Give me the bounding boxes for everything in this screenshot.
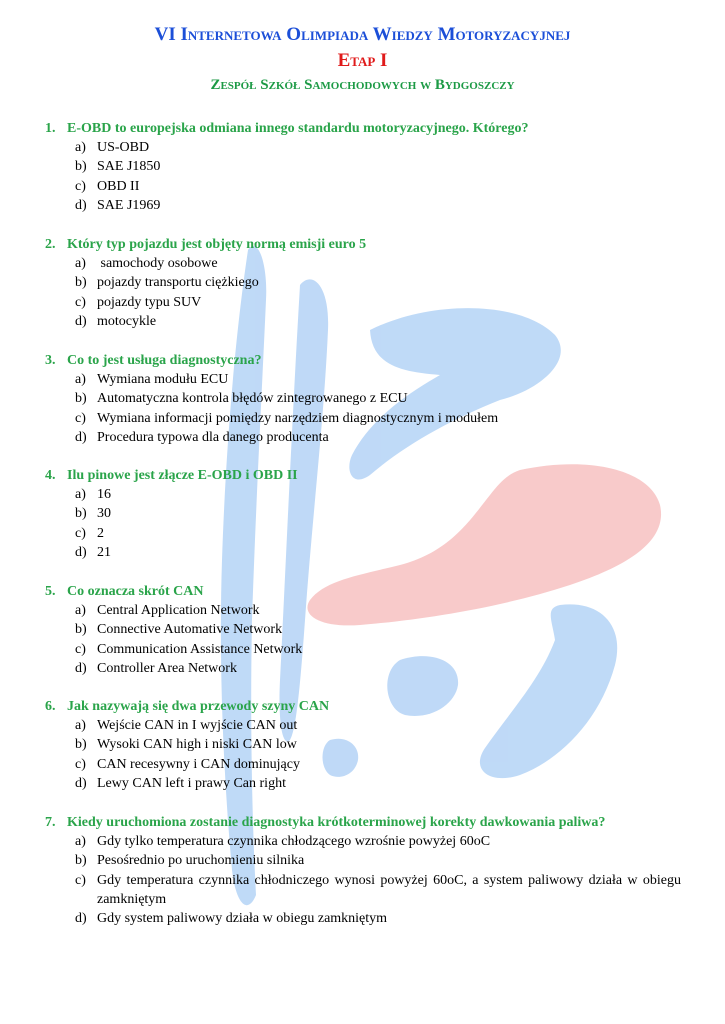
question-number: 1.	[45, 121, 56, 136]
question-text	[45, 235, 695, 254]
answer-option	[45, 409, 695, 428]
option-text: Wymiana informacji pomiędzy narzędziem diagnostycznym i modułem	[97, 410, 499, 426]
question-7	[45, 813, 695, 928]
answer-option	[45, 755, 695, 774]
option-text: Gdy temperatura czynnika chłodniczego wynosi powyżej 60oC, a system paliwowy działa w obiegu zamkniętym	[97, 872, 681, 907]
option-letter: a)	[75, 834, 86, 849]
question-number: 5.	[45, 584, 56, 599]
question-text	[45, 813, 695, 832]
answer-option	[45, 832, 695, 851]
option-text: Automatyczna kontrola błędów zintegrowanego z ECU	[97, 391, 408, 407]
question-label: Co oznacza skrót CAN	[67, 584, 204, 599]
question-number: 2.	[45, 237, 56, 252]
option-letter: b)	[75, 275, 87, 291]
question-text	[45, 697, 695, 716]
option-text: Procedura typowa dla danego producenta	[97, 429, 329, 445]
question-4	[45, 466, 695, 562]
option-letter: d)	[75, 660, 87, 676]
answer-option	[45, 851, 695, 870]
answer-option	[45, 254, 695, 273]
question-text	[45, 119, 695, 138]
question-2	[45, 235, 695, 331]
answer-option	[45, 312, 695, 331]
question-5	[45, 582, 695, 678]
option-letter: c)	[75, 872, 86, 888]
option-text: SAE J1969	[97, 197, 161, 213]
olympiad-title: VI Internetowa Olimpiada Wiedzy Motoryzacyjnej	[154, 24, 571, 45]
option-text: OBD II	[97, 178, 140, 194]
option-text: pojazdy transportu ciężkiego	[97, 275, 259, 291]
option-text: 30	[97, 506, 111, 522]
option-text: Connective Automative Network	[97, 622, 283, 638]
question-number: 4.	[45, 468, 56, 483]
question-6	[45, 697, 695, 793]
answer-option	[45, 485, 695, 504]
answer-option	[45, 370, 695, 389]
question-label: Ilu pinowe jest złącze E-OBD i OBD II	[67, 468, 298, 483]
school-title: Zespół Szkół Samochodowych w Bydgoszczy	[210, 77, 515, 93]
answer-option	[45, 601, 695, 620]
answer-option	[45, 138, 695, 157]
answer-option	[45, 735, 695, 754]
answer-option	[45, 871, 695, 910]
option-text: US-OBD	[97, 140, 150, 155]
question-3	[45, 351, 695, 447]
answer-option	[45, 504, 695, 523]
option-text: Wymiana modułu ECU	[97, 372, 229, 387]
answer-option	[45, 543, 695, 562]
question-label: Kiedy uruchomiona zostanie diagnostyka krótkoterminowej korekty dawkowania paliwa?	[67, 815, 606, 830]
option-letter: c)	[75, 756, 86, 772]
option-text: samochody osobowe	[97, 256, 218, 271]
option-text: CAN recesywny i CAN dominujący	[97, 756, 300, 772]
option-letter: d)	[75, 775, 87, 791]
option-letter: a)	[75, 372, 86, 387]
answer-option	[45, 620, 695, 639]
option-letter: a)	[75, 718, 86, 733]
option-letter: a)	[75, 140, 86, 155]
option-text: motocykle	[97, 313, 157, 329]
answer-option	[45, 524, 695, 543]
answer-option	[45, 774, 695, 793]
option-text: 16	[97, 487, 111, 502]
option-letter: c)	[75, 294, 86, 310]
question-1	[45, 119, 695, 215]
answer-option	[45, 293, 695, 312]
stage-title: Etap I	[337, 50, 388, 71]
question-number: 3.	[45, 353, 56, 368]
option-letter: b)	[75, 737, 87, 753]
question-label: Co to jest usługa diagnostyczna?	[67, 353, 262, 368]
option-letter: a)	[75, 603, 86, 618]
option-letter: b)	[75, 159, 87, 175]
option-letter: d)	[75, 429, 87, 445]
option-text: Gdy system paliwowy działa w obiegu zamkniętym	[97, 911, 388, 927]
option-letter: b)	[75, 506, 87, 522]
option-text: Lewy CAN left i prawy Can right	[97, 775, 286, 791]
answer-option	[45, 157, 695, 176]
answer-option	[45, 196, 695, 215]
question-label: E-OBD to europejska odmiana innego standardu motoryzacyjnego. Którego?	[67, 121, 529, 136]
option-text: SAE J1850	[97, 159, 161, 175]
option-text: 2	[97, 525, 104, 541]
answer-option	[45, 640, 695, 659]
answer-option	[45, 909, 695, 928]
option-letter: b)	[75, 622, 87, 638]
option-letter: d)	[75, 197, 87, 213]
option-text: Wejście CAN in I wyjście CAN out	[97, 718, 298, 733]
option-text: 21	[97, 544, 111, 560]
option-text: pojazdy typu SUV	[97, 294, 202, 310]
answer-option	[45, 716, 695, 735]
question-text	[45, 466, 695, 485]
option-letter: c)	[75, 525, 86, 541]
option-letter: c)	[75, 410, 86, 426]
question-number: 7.	[45, 815, 56, 830]
option-letter: a)	[75, 487, 86, 502]
question-text	[45, 351, 695, 370]
option-text: Wysoki CAN high i niski CAN low	[97, 737, 297, 753]
answer-option	[45, 389, 695, 408]
question-text	[45, 582, 695, 601]
option-letter: d)	[75, 911, 87, 927]
answer-option	[45, 659, 695, 678]
question-label: Który typ pojazdu jest objęty normą emisji euro 5	[67, 237, 367, 252]
option-text: Controller Area Network	[97, 660, 237, 676]
option-text: Central Application Network	[97, 603, 260, 618]
option-letter: d)	[75, 313, 87, 329]
option-letter: c)	[75, 178, 86, 194]
option-letter: b)	[75, 853, 87, 869]
option-text: Communication Assistance Network	[97, 641, 303, 657]
option-letter: a)	[75, 256, 86, 271]
option-letter: d)	[75, 544, 87, 560]
option-text: Pesośrednio po uruchomieniu silnika	[97, 853, 305, 869]
option-text: Gdy tylko temperatura czynnika chłodzącego wzrośnie powyżej 60oC	[97, 834, 491, 849]
question-label: Jak nazywają się dwa przewody szyny CAN	[67, 699, 330, 714]
option-letter: b)	[75, 391, 87, 407]
question-number: 6.	[45, 699, 56, 714]
option-letter: c)	[75, 641, 86, 657]
answer-option	[45, 177, 695, 196]
answer-option	[45, 428, 695, 447]
answer-option	[45, 273, 695, 292]
